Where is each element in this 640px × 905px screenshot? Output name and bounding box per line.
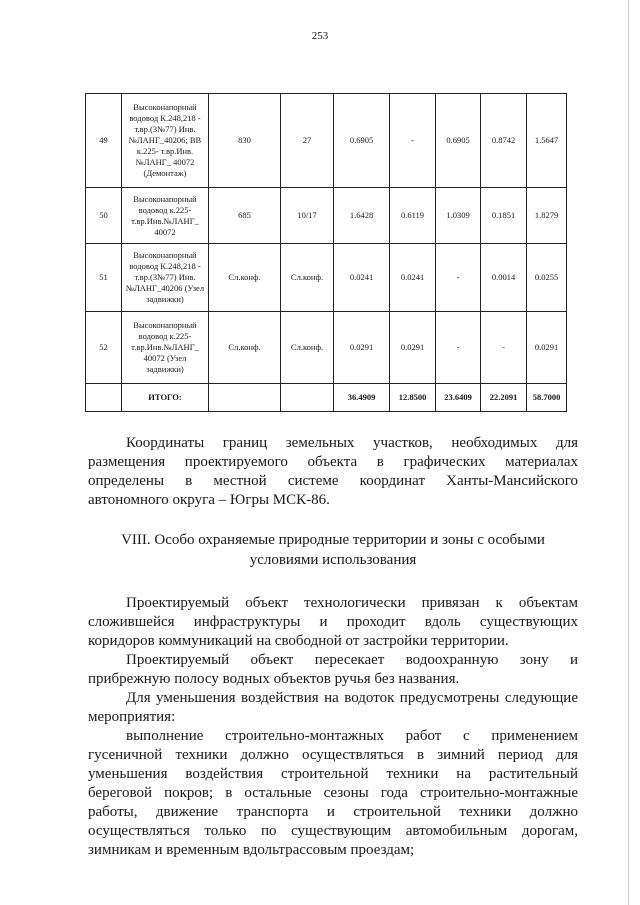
table-cell-c3: 0.0291: [334, 312, 390, 384]
text-line: коридоров коммуникаций на свободной от застройки территории.: [88, 633, 509, 649]
table-cell-c1: Сл.конф.: [209, 312, 281, 384]
text-line: прибрежную полосу водных объектов ручья без названия.: [88, 671, 460, 687]
table-cell-c3: 0.0241: [334, 244, 390, 312]
table-cell-c1: 830: [209, 94, 281, 188]
table-cell-name: Высоконапорный водовод к.225- т.вр.Инв.№ЛАНГ_ 40072: [122, 188, 209, 244]
page-number: 253: [311, 30, 329, 42]
text-line: осуществляться только по существующим автомобильным дорогам,: [88, 823, 578, 839]
heading-line: условиями использования: [249, 552, 417, 568]
object-paragraph: [88, 594, 578, 860]
table-cell-c4: 0.0291: [390, 312, 436, 384]
text-line: Для уменьшения воздействия на водоток предусмотрены следующие: [126, 690, 578, 706]
text-line: работы, движение транспорта и строительной техники должно: [88, 804, 578, 820]
table-row: [86, 94, 567, 188]
table-cell-c4: 0.0241: [390, 244, 436, 312]
table-cell-c5: 1.0309: [436, 188, 481, 244]
table-row: [86, 244, 567, 312]
text-line: уменьшения воздействия строительной техники на растительный: [88, 766, 578, 782]
table-cell-c3: 0.6905: [334, 94, 390, 188]
text-line: гусеничной техники должно осуществляться в зимний период для: [88, 747, 578, 763]
total-cell-c6: 22.2091: [481, 384, 527, 412]
text-line: размещения проектируемого объекта в графических материалах: [88, 454, 578, 470]
text-line: сложившейся инфраструктуры и проходит вдоль существующих: [88, 614, 578, 630]
table-cell-c4: -: [390, 94, 436, 188]
table-cell-c2: Сл.конф.: [281, 312, 334, 384]
table-cell-c7: 0.0255: [527, 244, 567, 312]
table-row: [86, 312, 567, 384]
table-cell-c6: 0.8742: [481, 94, 527, 188]
text-line: выполнение строительно-монтажных работ с применением: [126, 728, 578, 744]
heading-line: VIII. Особо охраняемые природные территории и зоны с особыми: [121, 532, 545, 548]
table-cell-c7: 0.0291: [527, 312, 567, 384]
total-cell-c4: 12.8500: [390, 384, 436, 412]
table-cell-c2: 10/17: [281, 188, 334, 244]
total-cell-empty: [209, 384, 281, 412]
total-cell-label: ИТОГО:: [122, 384, 209, 412]
table-cell-name: Высоконапорный водовод к.225- т.вр.Инв.№ЛАНГ_ 40072 (Узел задвижки): [122, 312, 209, 384]
table-cell-c3: 1.6428: [334, 188, 390, 244]
total-cell-c7: 58.7000: [527, 384, 567, 412]
table-cell-c1: 685: [209, 188, 281, 244]
table-cell-c6: 0.0014: [481, 244, 527, 312]
total-cell-empty: [281, 384, 334, 412]
table-cell-c1: Сл.конф.: [209, 244, 281, 312]
coordinates-paragraph: [88, 434, 578, 510]
text-line: определены в местной системе координат Ханты-Мансийского: [88, 473, 578, 489]
table-cell-c4: 0.6119: [390, 188, 436, 244]
table-cell-c5: 0.6905: [436, 94, 481, 188]
table-cell-c2: Сл.конф.: [281, 244, 334, 312]
table-cell-c6: 0.1851: [481, 188, 527, 244]
total-cell-c5: 23.6409: [436, 384, 481, 412]
table-cell-c7: 1.8279: [527, 188, 567, 244]
text-line: мероприятия:: [88, 709, 176, 725]
text-line: зимникам и временным вдольтрассовым проездам;: [88, 842, 415, 858]
total-row: [86, 384, 567, 412]
land-plots-table: [85, 93, 567, 412]
table-cell-no: 49: [86, 94, 122, 188]
text-line: Проектируемый объект пересекает водоохранную зону и: [126, 652, 578, 668]
table-cell-c7: 1.5647: [527, 94, 567, 188]
table-cell-no: 52: [86, 312, 122, 384]
table-row: [86, 188, 567, 244]
table-cell-name: Высоконапорный водовод К.248,218 - т.вр.(3№77) Инв.№ЛАНГ_40206 (Узел задвижки): [122, 244, 209, 312]
table-cell-no: 50: [86, 188, 122, 244]
table-cell-no: 51: [86, 244, 122, 312]
text-line: Проектируемый объект технологически привязан к объектам: [126, 595, 578, 611]
text-line: береговой покров; в остальные сезоны года строительно-монтажные: [88, 785, 578, 801]
table-cell-c5: -: [436, 244, 481, 312]
total-cell-empty: [86, 384, 122, 412]
text-line: Координаты границ земельных участков, необходимых для: [126, 435, 578, 451]
table-cell-c2: 27: [281, 94, 334, 188]
total-cell-c3: 36.4909: [334, 384, 390, 412]
page-edge-shadow: [628, 0, 629, 905]
table-cell-c5: -: [436, 312, 481, 384]
table-cell-name: Высоконапорный водовод К.248,218 - т.вр.(3№77) Инв.№ЛАНГ_40206; ВВ к.225- т.вр.Инв.№ЛАНГ_ 40072 (Демонтаж): [122, 94, 209, 188]
text-line: автономного округа – Югры МСК-86.: [88, 492, 330, 508]
section-heading: [88, 530, 578, 570]
table-cell-c6: -: [481, 312, 527, 384]
